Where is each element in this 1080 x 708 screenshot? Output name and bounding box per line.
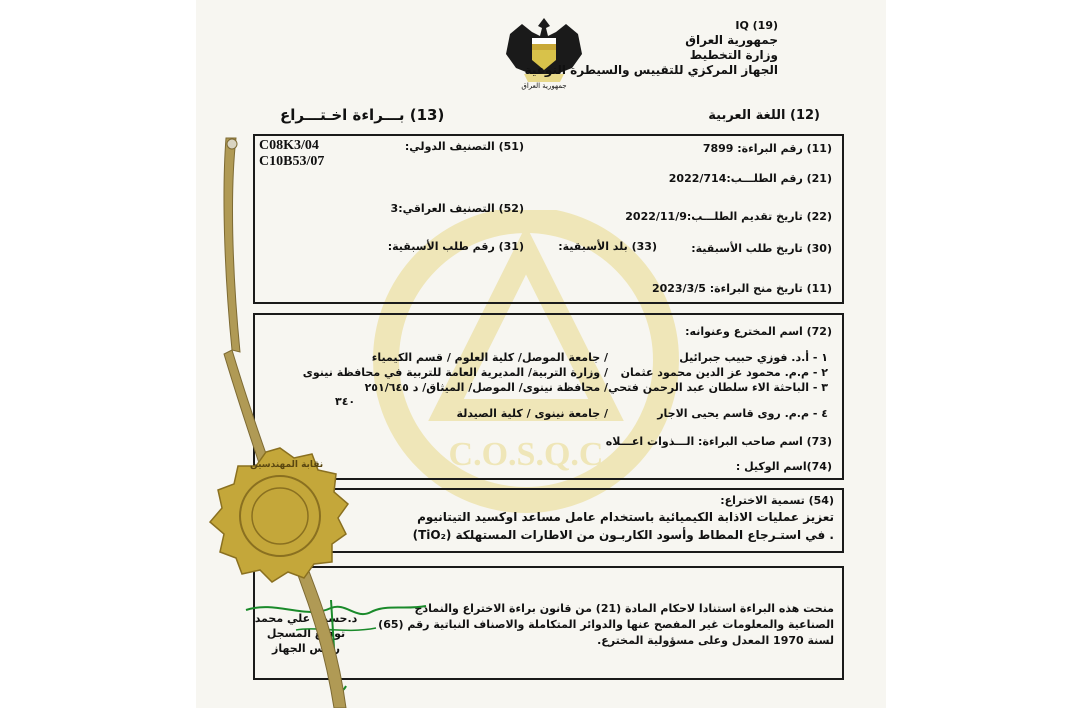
intl-class-label: (51) التصنيف الدولي: [404,140,524,153]
inventor-2-address: / وزارة التربية/ المديرية العامة للتربية في محافظة نينوى [302,366,608,379]
gold-seal [196,446,376,584]
inventor-3-name: ٣ - الباحثة الاء سلطان عبد الرحمن فتحي [608,381,828,394]
emblem-caption: جمهورية العراق [521,82,567,90]
title-line-1: تعزيز عمليات الاذابة الكيميائية باستخدام عامل مساعد اوكسيد التيتانيوم [417,510,834,524]
inventor-3-address-cont: ٣٤٠ [335,395,356,408]
seal-text: نقابة المهندسين [250,460,324,470]
iraqi-class: (52) التصنيف العراقي:3 [390,202,524,215]
agent-label: (74)اسم الوكيل : [735,460,832,473]
ministry-name: وزارة التخطيط [689,48,778,62]
patent-owner: (73) اسم صاحب البراءة: الـــذوات اعـــلاه [605,435,832,448]
ribbon-eyelet-icon [227,139,237,149]
inventor-4-address: / جامعة نينوى / كلية الصيدلة [456,407,608,420]
document-type: (13) بـــراءة اخـتـــراع [280,106,445,124]
inventor-3-address: / محافظة نينوى/ الموصل/ الميثاق/ د ٢٥١/٦٤٥ [364,381,608,394]
inventor-1-name: ١ - أ.د. فوزي حبيب جبرائيل [679,351,828,364]
grant-date: (11) تاريخ منح البراءة: 2023/3/5 [651,282,832,295]
signer-role: توقيع المسجل [266,627,346,640]
iq-code: IQ (19) [735,19,778,32]
filing-date: (22) تاريخ تقديم الطلـــب:2022/11/9 [625,210,832,223]
signer-name: د.حسين علي محمد [254,612,358,625]
header-block [518,18,778,78]
inventor-2-name: ٢ - م.م. محمود عز الدين محمود عثمان [620,366,828,379]
intl-class-1: C08K3/04 [259,138,319,153]
priority-date: (30) تاريخ طلب الأسبقية: [691,242,832,255]
legal-line-2: الصناعية والمعلومات غير المفصح عنها والدوائر المتكاملة والاصناف النباتية رقم (65) [378,618,834,631]
agency-name: الجهاز المركزي للتقييس والسيطرة النوعية [524,63,778,77]
intl-class-2: C10B53/07 [259,154,325,169]
country-name: جمهورية العراق [685,33,778,47]
priority-number: (31) رقم طلب الأسبقية: [387,240,524,253]
language-label: (12) اللغة العربية [708,108,820,123]
title-line-2: (TiO₂) في استـرجاع المطاط وأسود الكاربـون من الاطارات المستهلكة . [412,528,834,542]
patent-number: (11) رقم البراءة: 7899 [702,142,832,155]
legal-line-1: منحت هذه البراءة استنادا لاحكام المادة (21) من قانون براءة الاختراع والنماذج [414,602,834,615]
priority-country: (33) بلد الأسبقية: [558,240,657,253]
inventors-label: (72) اسم المخترع وعنوانه: [685,325,832,338]
signer-title: رئيس الجهاز [272,642,340,655]
watermark-text: C.O.S.Q.C [448,436,604,473]
application-number: (21) رقم الطلـــب:2022/714 [668,172,832,185]
inventor-4-name: ٤ - م.م. روى قاسم يحيى الاجار [657,407,828,420]
legal-line-3: لسنة 1970 المعدل وعلى مسؤولية المخترع. [597,634,834,647]
patent-certificate [196,0,886,708]
inventor-1-address: / جامعة الموصل/ كلية العلوم / قسم الكيمياء [371,351,608,364]
title-label: (54) تسمية الاختراع: [720,494,834,507]
ribbon-decoration [196,130,386,708]
